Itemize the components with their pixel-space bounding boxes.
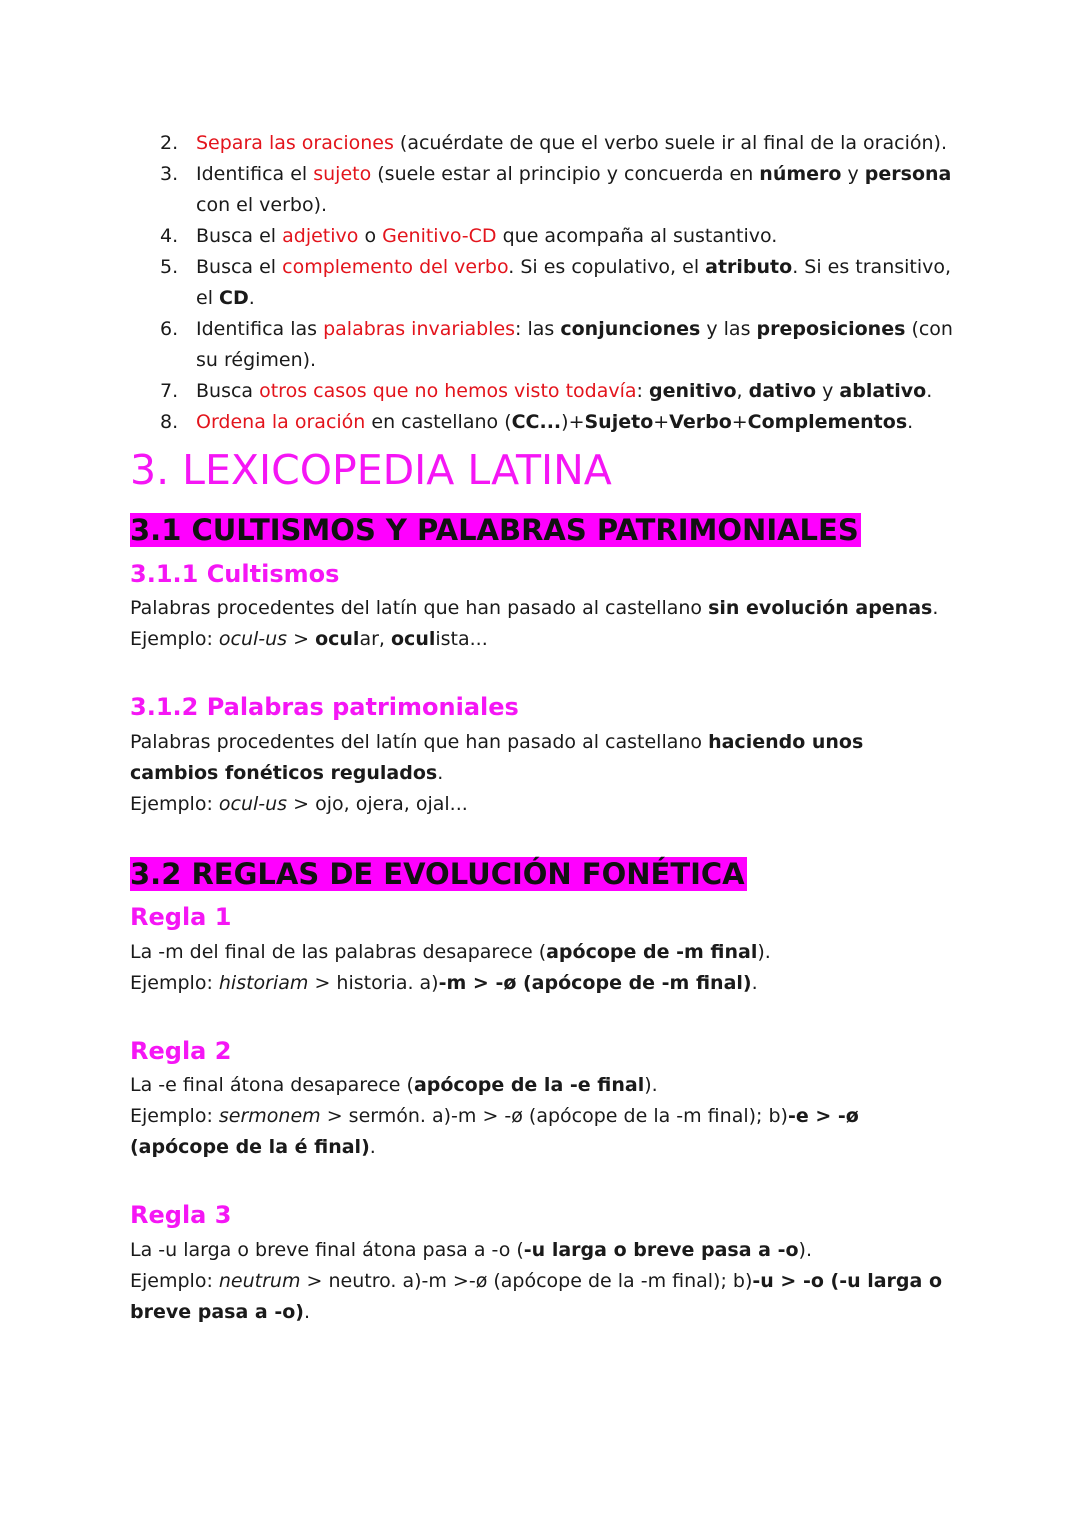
regla-1-paragraph: La -m del final de las palabras desaparece (apócope de -m final). Ejemplo: historiam > historia. a)-m > -ø (apócope de -m final). xyxy=(130,941,771,994)
heading-palabras-patrimoniales: 3.1.2 Palabras patrimoniales xyxy=(130,693,519,721)
list-item: 4. Busca el adjetivo o Genitivo-CD que acompaña al sustantivo. xyxy=(160,225,778,247)
analysis-steps-list xyxy=(160,128,960,438)
list-item: 3. Identifica el sujeto (suele estar al principio y concuerda en número y persona con el verbo). xyxy=(160,163,952,216)
regla-3-paragraph: La -u larga o breve final átona pasa a -o (-u larga o breve pasa a -o). Ejemplo: neutrum > neutro. a)-m >-ø (apócope de la -m final); b)-u > -o (-u larga o breve pasa a -o). xyxy=(130,1239,943,1323)
list-item: 6. Identifica las palabras invariables: las conjunciones y las preposiciones (con su régimen). xyxy=(160,318,953,371)
list-item: 5. Busca el complemento del verbo. Si es copulativo, el atributo. Si es transitivo, el CD. xyxy=(160,256,952,309)
heading-reglas-evolucion: 3.2 REGLAS DE EVOLUCIÓN FONÉTICA xyxy=(130,857,745,891)
list-item: 8. Ordena la oración en castellano (CC...)+Sujeto+Verbo+Complementos. xyxy=(160,411,914,433)
section-title-lexicopedia: 3. LEXICOPEDIA LATINA xyxy=(130,446,612,494)
heading-regla-3: Regla 3 xyxy=(130,1201,232,1229)
heading-regla-1: Regla 1 xyxy=(130,903,232,931)
cultismos-paragraph: Palabras procedentes del latín que han pasado al castellano sin evolución apenas. Ejemplo: ocul-us > ocular, oculista... xyxy=(130,597,939,650)
patrimoniales-paragraph: Palabras procedentes del latín que han pasado al castellano haciendo unos cambios fonéticos regulados. Ejemplo: ocul-us > ojo, ojera, ojal... xyxy=(130,731,864,815)
heading-cultismos: 3.1.1 Cultismos xyxy=(130,560,340,588)
list-item: 2. Separa las oraciones (acuérdate de que el verbo suele ir al final de la oración). xyxy=(160,132,947,154)
heading-cultismos-patrimoniales: 3.1 CULTISMOS Y PALABRAS PATRIMONIALES xyxy=(130,513,859,547)
heading-regla-2: Regla 2 xyxy=(130,1037,232,1065)
list-item: 7. Busca otros casos que no hemos visto todavía: genitivo, dativo y ablativo. xyxy=(160,380,933,402)
regla-2-paragraph: La -e final átona desaparece (apócope de la -e final). Ejemplo: sermonem > sermón. a)-m > -ø (apócope de la -m final); b)-e > -ø (apócope de la é final). xyxy=(130,1074,859,1158)
